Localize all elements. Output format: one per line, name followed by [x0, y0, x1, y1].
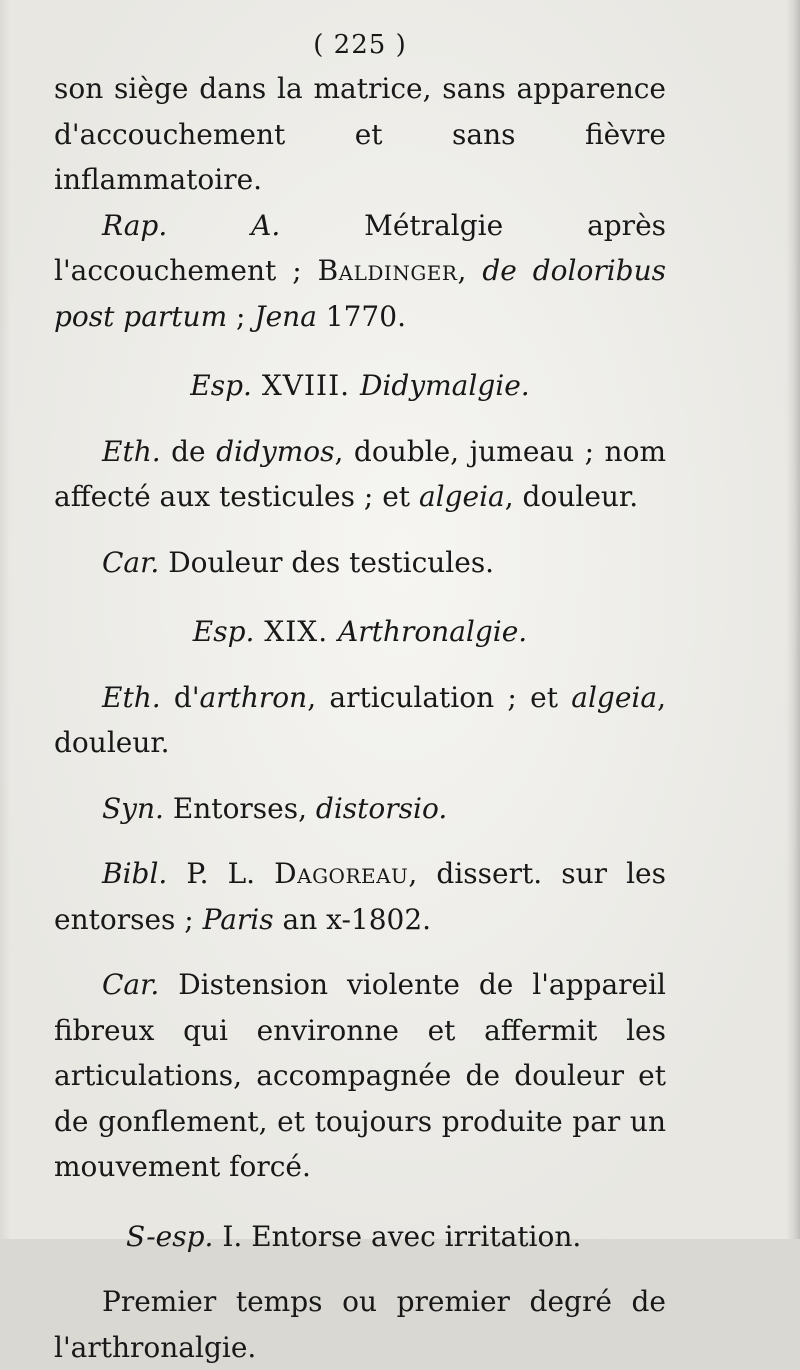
s-esp-abbreviation: S-esp. [126, 1219, 214, 1253]
page-left-shadow [0, 0, 10, 1239]
page-right-shadow [786, 0, 800, 1239]
espece-name: Arthronalgie. [338, 615, 528, 648]
greek-word-arthron: arthron [199, 680, 308, 714]
paragraph-text: Premier temps ou premier degré de l'arthronalgie. [54, 1285, 666, 1364]
rap-text-c: ; [227, 299, 255, 333]
rap-abbreviation: Rap. A. [102, 208, 281, 242]
work-title: de doloribus post partum [54, 254, 666, 333]
paragraph-premier-temps [54, 1279, 666, 1370]
greek-word-algeia: algeia [418, 480, 505, 513]
heading-espece-xix [54, 609, 666, 655]
sous-espece-text: I. Entorse avec irritation. [213, 1219, 582, 1253]
esp-abbreviation: Esp. [192, 615, 255, 648]
eth-text-a: de [160, 434, 217, 468]
eth-text-c: , douleur. [54, 680, 666, 759]
eth-text-c: , douleur. [504, 480, 639, 513]
rap-text-a: Métralgie après l'accouchement ; [54, 208, 667, 287]
espece-number: XVIII. [251, 369, 360, 402]
paragraph-character-arthronalgie [54, 962, 666, 1190]
bibl-abbreviation: Bibl. [102, 857, 168, 890]
bibl-text-c: an x-1802. [273, 902, 432, 936]
syn-text: Entorses, [163, 791, 316, 825]
paragraph-text: son siège dans la matrice, sans apparence d'accouchement et sans fièvre inflammatoire. [54, 72, 666, 196]
author-baldinger: Baldinger [317, 254, 458, 287]
paragraph-etymology-didymalgie [54, 429, 666, 520]
page-number: ( 225 ) [313, 30, 407, 60]
paragraph-synonym [54, 786, 666, 832]
car-abbreviation: Car. [102, 968, 160, 1001]
paragraph-bibliography [54, 851, 666, 942]
eth-text-b: , articulation ; et [307, 680, 572, 714]
bibl-text-b: , dissert. sur les entorses ; [54, 857, 666, 936]
place-paris: Paris [202, 902, 274, 936]
place-jena: Jena [254, 299, 317, 333]
bibl-text-a: P. L. [167, 857, 275, 890]
paragraph-character-didymalgie [54, 540, 666, 586]
eth-abbreviation: Eth. [102, 680, 161, 714]
paragraph-rapport [54, 203, 666, 340]
heading-sous-espece-i [54, 1214, 666, 1260]
rap-text-b: , [457, 254, 483, 287]
esp-abbreviation: Esp. [190, 369, 252, 402]
greek-word-didymos: didymos [216, 434, 335, 468]
eth-text-b: , double, jumeau ; nom affecté aux testicules ; et [54, 434, 666, 513]
page-text [54, 66, 666, 1370]
eth-abbreviation: Eth. [102, 434, 161, 468]
rap-text-d: 1770. [316, 299, 406, 333]
latin-word-distorsio: distorsio. [315, 791, 448, 825]
car-abbreviation: Car. [102, 545, 160, 579]
paragraph-etymology-arthronalgie [54, 675, 666, 766]
paragraph-continuation [54, 66, 666, 203]
car-text: Douleur des testicules. [159, 545, 495, 579]
car-text: Distension violente de l'appareil fibreux qui environne et affermit les articulations, accompagnée de douleur et de gonflement, et toujours produite par un mouvement forcé. [54, 968, 666, 1183]
eth-text-a: d' [160, 680, 200, 714]
greek-word-algeia: algeia [571, 680, 658, 714]
espece-name: Didymalgie. [359, 369, 530, 402]
syn-abbreviation: Syn. [102, 791, 164, 825]
espece-number: XIX. [254, 615, 339, 648]
author-dagoreau: Dagoreau [274, 857, 409, 890]
heading-espece-xviii [54, 363, 666, 409]
